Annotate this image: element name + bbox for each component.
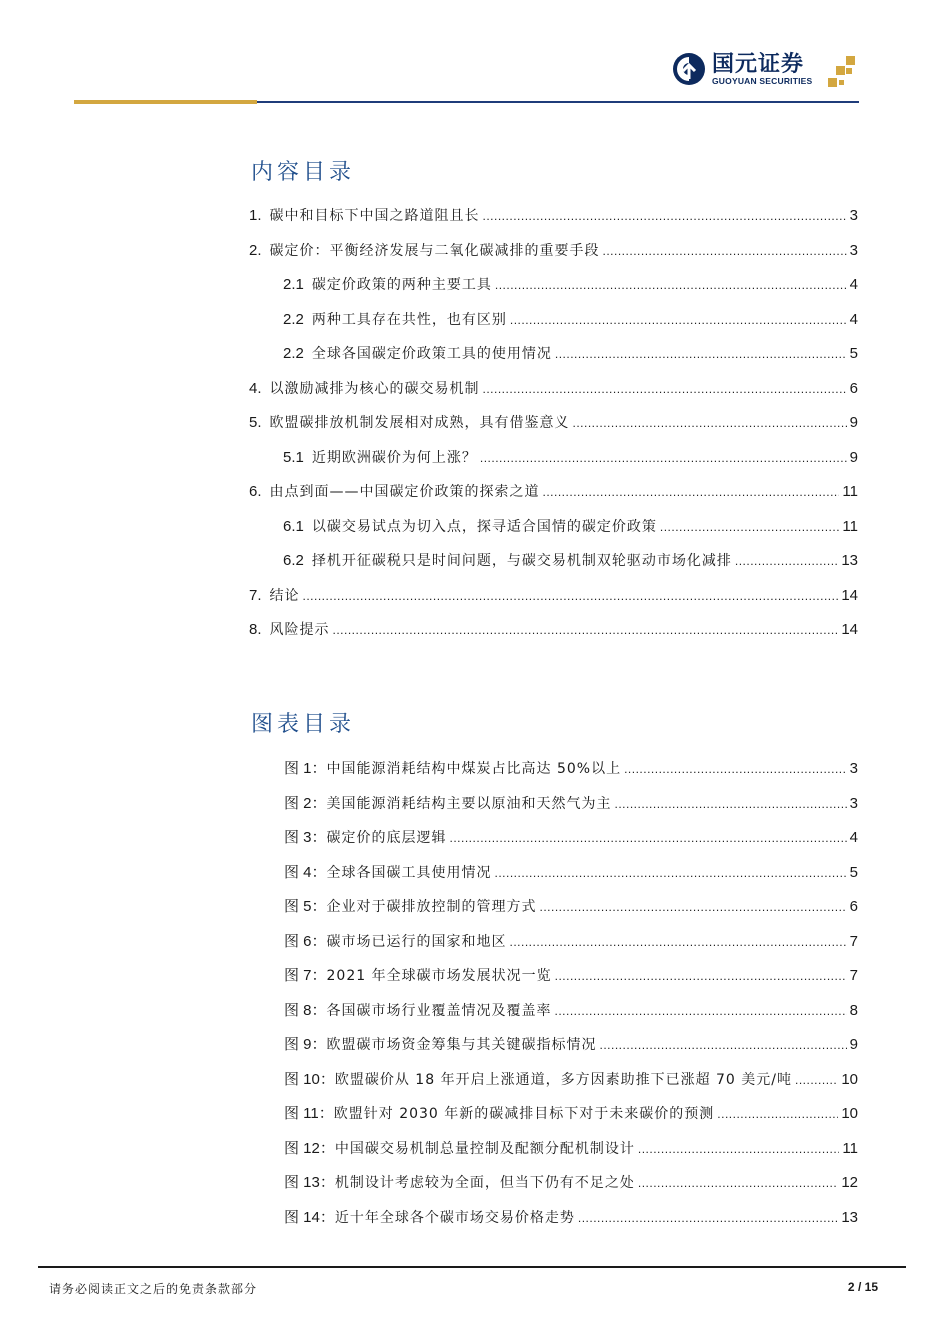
dot-leader [510,931,847,953]
entry-page-number: 7 [849,932,858,950]
toc-entry[interactable] [283,309,858,331]
entry-number: 图 4： [284,863,327,881]
entry-page-number: 9 [849,414,858,431]
toc-entry[interactable] [283,343,858,365]
dot-leader [333,619,839,641]
figure-entry[interactable] [284,1034,858,1056]
entry-title: 2021 年全球碳市场发展状况一览 [326,968,552,984]
entry-title: 机制设计考虑较为全面，但当下仍有不足之处 [334,1175,635,1191]
entry-page-number: 11 [842,1139,858,1157]
entry-page-number: 8 [849,1001,858,1019]
dot-leader [624,758,847,780]
entry-number: 4. [249,379,262,397]
dot-leader [540,896,847,918]
dot-leader [483,205,847,227]
figure-entry[interactable] [284,862,858,884]
figure-entry[interactable] [284,1172,858,1194]
toc-entry[interactable] [249,240,858,262]
entry-title: 欧盟碳市场资金筹集与其关键碳指标情况 [326,1037,597,1053]
entry-page-number: 4 [849,829,858,846]
entry-number: 6.2 [283,552,304,569]
entry-number: 图 8： [284,1001,327,1019]
entry-page-number: 5 [849,345,858,362]
entry-title: 以碳交易试点为切入点，探寻适合国情的碳定价政策 [311,518,657,535]
figures-title: 图表目录 [251,712,356,737]
toc-entry[interactable] [249,619,858,641]
page-header [0,0,950,110]
entry-title: 择机开征碳税只是时间问题，与碳交易机制双轮驱动市场化减排 [311,553,732,569]
entry-title: 以激励减排为核心的碳交易机制 [269,380,480,397]
entry-number: 2.1 [283,276,304,293]
toc-entry[interactable] [283,274,858,296]
toc-entry[interactable] [249,412,858,434]
entry-title: 风险提示 [269,622,330,638]
entry-title: 中国能源消耗结构中煤炭占比高达 50%以上 [326,761,622,777]
toc-entry[interactable] [249,205,858,227]
entry-number: 图 2： [284,794,327,812]
toc-title: 内容目录 [251,160,356,185]
entry-page-number: 9 [849,1036,858,1053]
dot-leader [660,516,840,538]
entry-page-number: 3 [849,207,858,224]
entry-number: 图 9： [284,1036,327,1053]
entry-number: 6.1 [283,517,304,535]
figure-entry[interactable] [284,965,858,987]
toc-entry[interactable] [249,378,858,400]
logo-mark-icon [672,52,706,86]
dot-leader [638,1138,840,1160]
entry-number: 8. [249,621,262,638]
page-separator: / [857,1280,862,1294]
dot-leader [450,827,847,849]
entry-page-number: 4 [849,310,858,328]
entry-number: 6. [249,483,262,500]
header-rule-gold [74,100,257,104]
entry-title: 碳市场已运行的国家和地区 [326,933,507,950]
dot-leader [480,447,847,469]
entry-page-number: 11 [842,517,858,535]
figure-entry[interactable] [284,827,858,849]
entry-number: 图 10： [284,1070,335,1088]
entry-page-number: 10 [841,1105,858,1122]
entry-number: 1. [249,207,262,224]
figure-entry[interactable] [284,758,858,780]
footer-rule [38,1266,906,1268]
toc-entry[interactable] [283,550,858,572]
entry-number: 图 13： [284,1174,335,1191]
entry-title: 近期欧洲碳价为何上涨？ [311,449,477,466]
entry-page-number: 7 [849,967,858,984]
dot-leader [600,1034,847,1056]
figure-entry[interactable] [284,896,858,918]
entry-page-number: 13 [841,1208,858,1226]
company-logo [672,52,812,86]
entry-page-number: 10 [841,1070,858,1088]
entry-number: 图 1： [284,760,327,777]
entry-number: 图 14： [284,1208,335,1226]
entry-title: 近十年全球各个碳市场交易价格走势 [334,1209,575,1226]
entry-page-number: 14 [841,621,858,638]
entry-page-number: 9 [849,448,858,466]
figure-entry[interactable] [284,1138,858,1160]
footer-page-number [848,1280,878,1294]
logo-squares-icon [826,54,858,90]
dot-leader [303,585,839,607]
dot-leader [483,378,847,400]
entry-page-number: 12 [841,1174,858,1191]
entry-title: 企业对于碳排放控制的管理方式 [326,899,537,915]
figure-entry[interactable] [284,1103,858,1125]
header-rule-blue [257,101,859,103]
entry-number: 图 11： [284,1105,334,1122]
entry-page-number: 4 [849,276,858,293]
dot-leader [495,274,847,296]
entry-title: 美国能源消耗结构主要以原油和天然气为主 [326,795,612,812]
entry-number: 2.2 [283,345,304,362]
dot-leader [573,412,847,434]
logo-english-name: GUOYUAN SECURITIES [712,76,813,86]
figure-entry[interactable] [284,1069,858,1091]
dot-leader [555,1000,847,1022]
footer-disclaimer: 请务必阅读正文之后的免责条款部分 [49,1282,258,1296]
dot-leader [735,550,838,572]
entry-number: 图 12： [284,1139,335,1157]
total-pages: 15 [864,1280,878,1294]
entry-number: 2.2 [283,310,304,328]
dot-leader [555,343,847,365]
entry-title: 碳中和目标下中国之路道阻且长 [269,208,480,224]
entry-title: 由点到面——中国碳定价政策的探索之道 [269,484,540,500]
dot-leader [555,965,847,987]
entry-title: 欧盟碳价从 18 年开启上涨通道，多方因素助推下已涨超 70 美元/吨 [334,1071,793,1088]
figure-entry[interactable] [284,931,858,953]
toc-entry[interactable] [283,516,858,538]
entry-page-number: 6 [849,379,858,397]
figure-entry[interactable] [284,1207,858,1229]
dot-leader [615,793,847,815]
figure-entry[interactable] [284,793,858,815]
entry-page-number: 13 [841,552,858,569]
entry-title: 结论 [269,587,300,604]
current-page: 2 [847,1280,855,1294]
entry-title: 全球各国碳工具使用情况 [326,864,492,881]
entry-number: 图 6： [284,932,327,950]
entry-page-number: 6 [849,898,858,915]
entry-page-number: 3 [849,794,858,812]
entry-number: 5. [249,414,262,431]
entry-title: 碳定价的底层逻辑 [326,830,447,846]
dot-leader [717,1103,838,1125]
dot-leader [510,309,847,331]
entry-title: 全球各国碳定价政策工具的使用情况 [311,346,552,362]
entry-title: 欧盟针对 2030 年新的碳减排目标下对于未来碳价的预测 [333,1106,715,1122]
logo-chinese-name: 国元证券 [712,51,805,76]
entry-number: 图 7： [284,967,327,984]
dot-leader [578,1207,838,1229]
entry-title: 碳定价：平衡经济发展与二氧化碳减排的重要手段 [269,242,600,259]
entry-number: 5.1 [283,448,304,466]
entry-title: 各国碳市场行业覆盖情况及覆盖率 [326,1002,552,1019]
entry-number: 图 5： [284,898,327,915]
dot-leader [638,1172,838,1194]
entry-page-number: 5 [849,863,858,881]
dot-leader [603,240,847,262]
entry-page-number: 3 [849,760,858,777]
entry-title: 欧盟碳排放机制发展相对成熟，具有借鉴意义 [269,415,570,431]
entry-title: 中国碳交易机制总量控制及配额分配机制设计 [334,1140,635,1157]
toc-entry[interactable] [283,447,858,469]
toc-entry[interactable] [249,481,858,503]
figure-entry[interactable] [284,1000,858,1022]
entry-title: 两种工具存在共性，也有区别 [311,311,507,328]
toc-entry[interactable] [249,585,858,607]
entry-page-number: 3 [849,241,858,259]
entry-number: 7. [249,586,262,604]
dot-leader [495,862,847,884]
entry-number: 2. [249,241,262,259]
entry-page-number: 11 [842,483,858,500]
entry-number: 图 3： [284,829,327,846]
dot-leader [795,1069,838,1091]
entry-page-number: 14 [841,586,858,604]
dot-leader [543,481,840,503]
entry-title: 碳定价政策的两种主要工具 [311,277,492,293]
